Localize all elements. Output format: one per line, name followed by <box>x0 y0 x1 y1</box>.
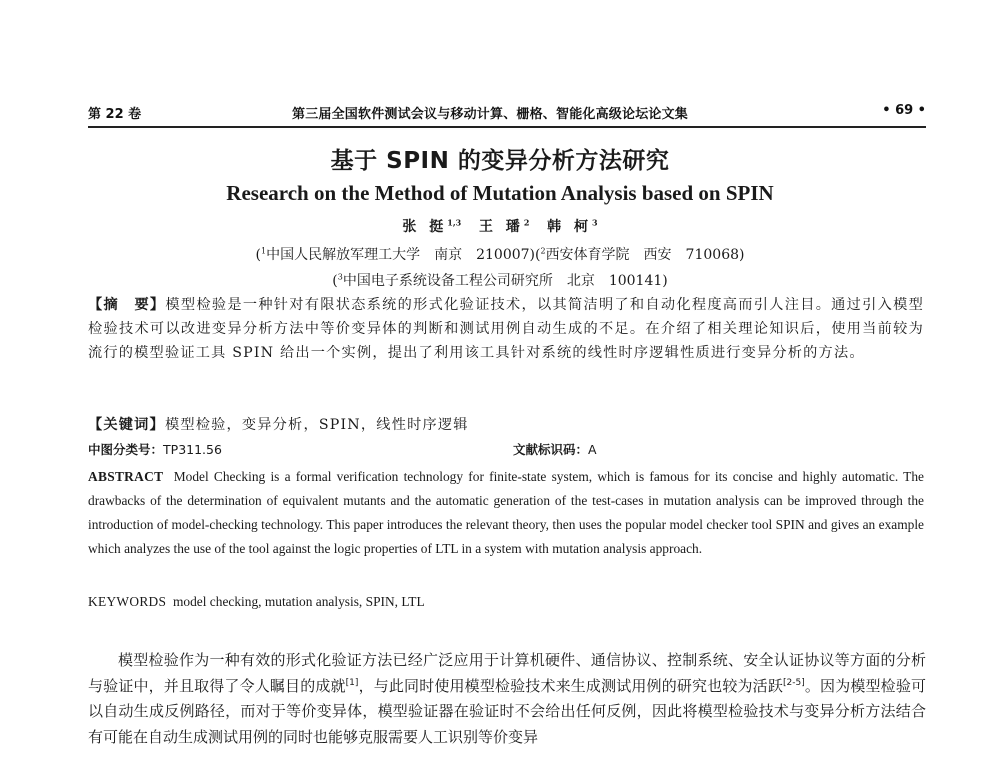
text-run: ，与此同时使用模型检验技术来生成测试用例的研究也较为活跃 <box>358 676 783 695</box>
keywords-label: 【关键词】 <box>88 417 165 433</box>
affiliation: 中国电子系统设备工程公司研究所 北京 100141) <box>342 273 668 289</box>
paragraph <box>88 648 926 750</box>
abstract-chinese <box>88 293 924 365</box>
title-english: Research on the Method of Mutation Analysis based on SPIN <box>226 181 774 205</box>
author-name: 张 挺 <box>402 219 448 235</box>
volume-label: 第 22 卷 <box>88 107 142 122</box>
author-list <box>0 216 1000 236</box>
author-affil-mark: 1,3 <box>447 217 462 228</box>
affil-mark: 3 <box>337 272 343 282</box>
classification-line <box>88 440 924 460</box>
page-number: • 69 • <box>882 103 926 118</box>
affiliation: 中国人民解放军理工大学 南京 210007)( <box>266 247 541 263</box>
affil-mark: 1 <box>261 246 267 256</box>
clc-value: TP311.56 <box>163 442 222 457</box>
document-code <box>513 440 597 458</box>
running-header <box>88 103 926 125</box>
keywords-en-label: KEYWORDS <box>88 594 167 609</box>
author-name: 王 璠 <box>478 219 524 235</box>
author-affil-mark: 2 <box>523 217 530 228</box>
citation: [1] <box>345 677 359 688</box>
author-name: 韩 柯 <box>547 219 593 235</box>
affiliation-line-2: ($^3$中国电子系统设备工程公司研究所 北京 100141) <box>332 272 668 289</box>
abstract-en-text: Model Checking is a formal verification technology for finite-state system, which is famous for its concise and highly automatic. The drawbacks of the determination of equivalent mutants and the automatic generation of the test-cases in mutation analysis can be improved through the introduction of model-checking technology. This paper introduces the relevant theory, then uses the popular model checker tool SPIN and gives an example which analyzes the use of the tool against the logic properties of LTL in a system with mutation analysis approach. <box>88 469 924 556</box>
abstract-en-label: ABSTRACT <box>88 469 164 484</box>
citation: [2-5] <box>782 677 805 688</box>
text-run: 。因为模型检验可以自动生成反例路径，而对于等价变异体，模型验证器在验证时不会给出任何反例，因此将模型检验技术与变异分析方法结合有可能在自动生成测试用例的同时也能够克服需要人工识别等价变异 <box>88 676 926 746</box>
header-rule <box>88 126 926 128</box>
keywords-english <box>88 594 924 610</box>
clc-label: 中图分类号： <box>88 442 164 457</box>
abstract-text: 模型检验是一种针对有限状态系统的形式化验证技术，以其简洁明了和自动化程度高而引人注目。通过引入模型检验技术可以改进变异分析方法中等价变异体的判断和测试用例自动生成的不足。在介绍了相关理论知识后，使用当前较为流行的模型验证工具 SPIN 给出一个实例，提出了利用该工具针对系统的线性时序逻辑性质进行变异分析的方法。 <box>88 297 924 361</box>
affiliation: 西安体育学院 西安 710068) <box>545 247 745 263</box>
author-affil-mark: 3 <box>592 217 598 228</box>
clc-number <box>88 440 222 458</box>
affiliation-line-1: ($^1$中国人民解放军理工大学 南京 210007)($^2$西安体育学院 西安 710068) <box>255 246 745 263</box>
text-run: 模型检验作为一种有效的形式化验证方法已经广泛应用于计算机硬件、通信协议、控制系统、安全认证协议等方面的分析与验证中，并且取得了令人瞩目的成就 <box>88 651 926 695</box>
keywords-en-text: model checking, mutation analysis, SPIN, LTL <box>172 594 425 609</box>
keywords-text: 模型检验，变异分析，SPIN，线性时序逻辑 <box>164 417 469 433</box>
affil-mark: 2 <box>540 246 546 256</box>
abstract-label: 【摘 要】 <box>88 297 166 313</box>
doc-code-label: 文献标识码： <box>513 442 589 457</box>
body-text <box>88 648 926 750</box>
title-chinese: 基于 SPIN 的变异分析方法研究 <box>330 148 670 174</box>
keywords-chinese <box>88 414 924 434</box>
proceedings-title: 第三届全国软件测试会议与移动计算、栅格、智能化高级论坛论文集 <box>292 107 689 122</box>
abstract-english <box>88 465 924 561</box>
doc-code-value: A <box>588 442 597 457</box>
